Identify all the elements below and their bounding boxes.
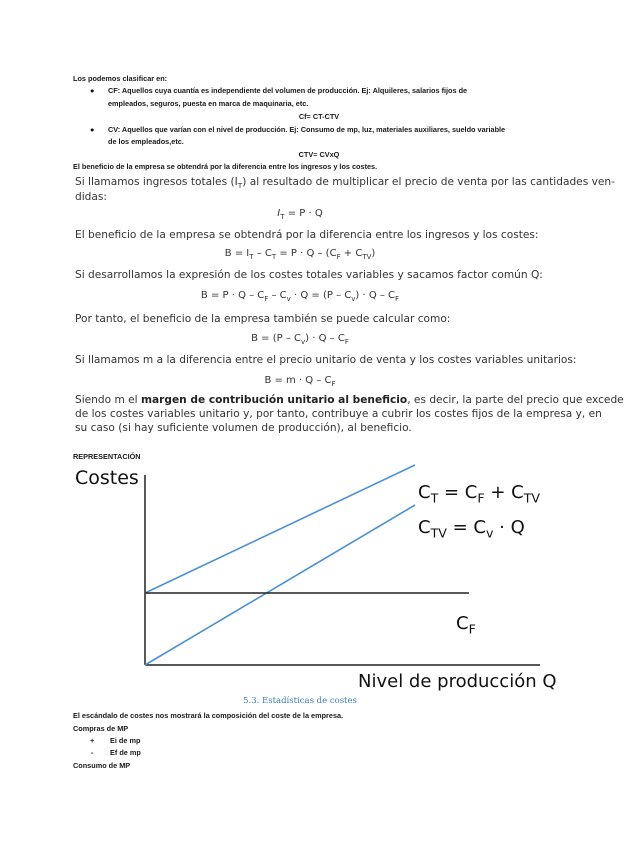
intro-text: Los podemos clasificar en: xyxy=(73,74,168,83)
chart-y-label: Costes xyxy=(75,467,139,489)
benefit-intro: El beneficio de la empresa se obtendrá por la diferencia entre los ingresos y los costes. xyxy=(73,162,378,171)
paragraph-siendo-2: de los costes variables unitario y, por tanto, contribuye a cubrir los costes fijos de la empresa y, en xyxy=(75,408,602,420)
footer-item1-marker: + xyxy=(90,736,95,745)
cf-formula: Cf= CT-CTV xyxy=(298,112,340,121)
formula-margen: $B = m \cdot Q - C_F$ xyxy=(264,375,336,388)
footer-line2: Compras de MP xyxy=(73,724,129,733)
series-ctv-line xyxy=(145,505,415,665)
footer-item2-marker: - xyxy=(91,748,94,757)
formula-por-tanto: $B = (P - C_v) \cdot Q - C_F$ xyxy=(251,333,349,346)
paragraph-desarrollo: Si desarrollamos la expresión de los costes totales variables y sacamos factor común Q: xyxy=(75,269,543,281)
footer-item1: Ei de mp xyxy=(110,736,141,745)
bullet-dot: ● xyxy=(90,125,95,134)
footer-item2: Ef de mp xyxy=(110,748,141,757)
chart-x-label: Nivel de producción Q xyxy=(358,671,557,692)
paragraph-por-tanto: Por tanto, el beneficio de la empresa también se puede calcular como: xyxy=(75,313,451,325)
bullet-dot: ● xyxy=(90,86,95,95)
paragraph-margen: Si llamamos m a la diferencia entre el precio unitario de venta y los costes variables unitarios: xyxy=(75,354,577,366)
chart-label-cf: $C_F$ xyxy=(456,613,476,637)
paragraph-beneficio: El beneficio de la empresa se obtendrá por la diferencia entre los ingresos y los costes: xyxy=(75,229,539,241)
formula-beneficio: $B = I_T - C_T = P \cdot Q - (C_F + C_{TV})$ xyxy=(224,248,376,261)
section-heading: 5.3. Estadísticas de costes xyxy=(243,696,357,706)
cv-formula: CTV= CVxQ xyxy=(298,150,340,159)
cf-line1: CF: Aquellos cuya cuantía es independiente del volumen de producción. Ej: Alquileres, salarios fijos de xyxy=(108,86,468,95)
formula-ingresos: $I_T = P \cdot Q$ xyxy=(277,208,323,221)
cv-line2: de los empleados,etc. xyxy=(108,137,184,146)
paragraph-ingresos: Si llamamos ingresos totales $(I_T)$ al resultado de multiplicar el precio de venta por las cantidades ven- xyxy=(75,176,615,191)
chart-label-ctv: $C_{TV} = C_v \cdot Q$ xyxy=(418,517,525,541)
formula-desarrollo: $B = P \cdot Q - C_F - C_v \cdot Q = (P - C_v) \cdot Q - C_F$ xyxy=(200,290,400,303)
paragraph-siendo-3: su caso (si hay suficiente volumen de producción), al beneficio. xyxy=(75,422,412,434)
representation-label: REPRESENTACIÓN xyxy=(73,452,141,461)
footer-line1: El escándalo de costes nos mostrará la composición del coste de la empresa. xyxy=(73,711,344,720)
footer-line3: Consumo de MP xyxy=(73,761,131,770)
paragraph-ingresos-cont: didas: xyxy=(75,191,107,203)
paragraph-siendo: Siendo m el margen de contribución unitario al beneficio, es decir, la parte del precio que excede xyxy=(75,394,624,406)
chart-label-ct: $C_T = C_F + C_{TV}$ xyxy=(418,482,541,506)
cf-line2: empleados, seguros, puesta en marca de maquinaria, etc. xyxy=(108,99,309,108)
series-ct-line xyxy=(145,465,415,593)
cv-line1: CV: Aquellos que varían con el nivel de producción. Ej: Consumo de mp, luz, materiales auxiliares, sueldo variable xyxy=(108,125,506,134)
